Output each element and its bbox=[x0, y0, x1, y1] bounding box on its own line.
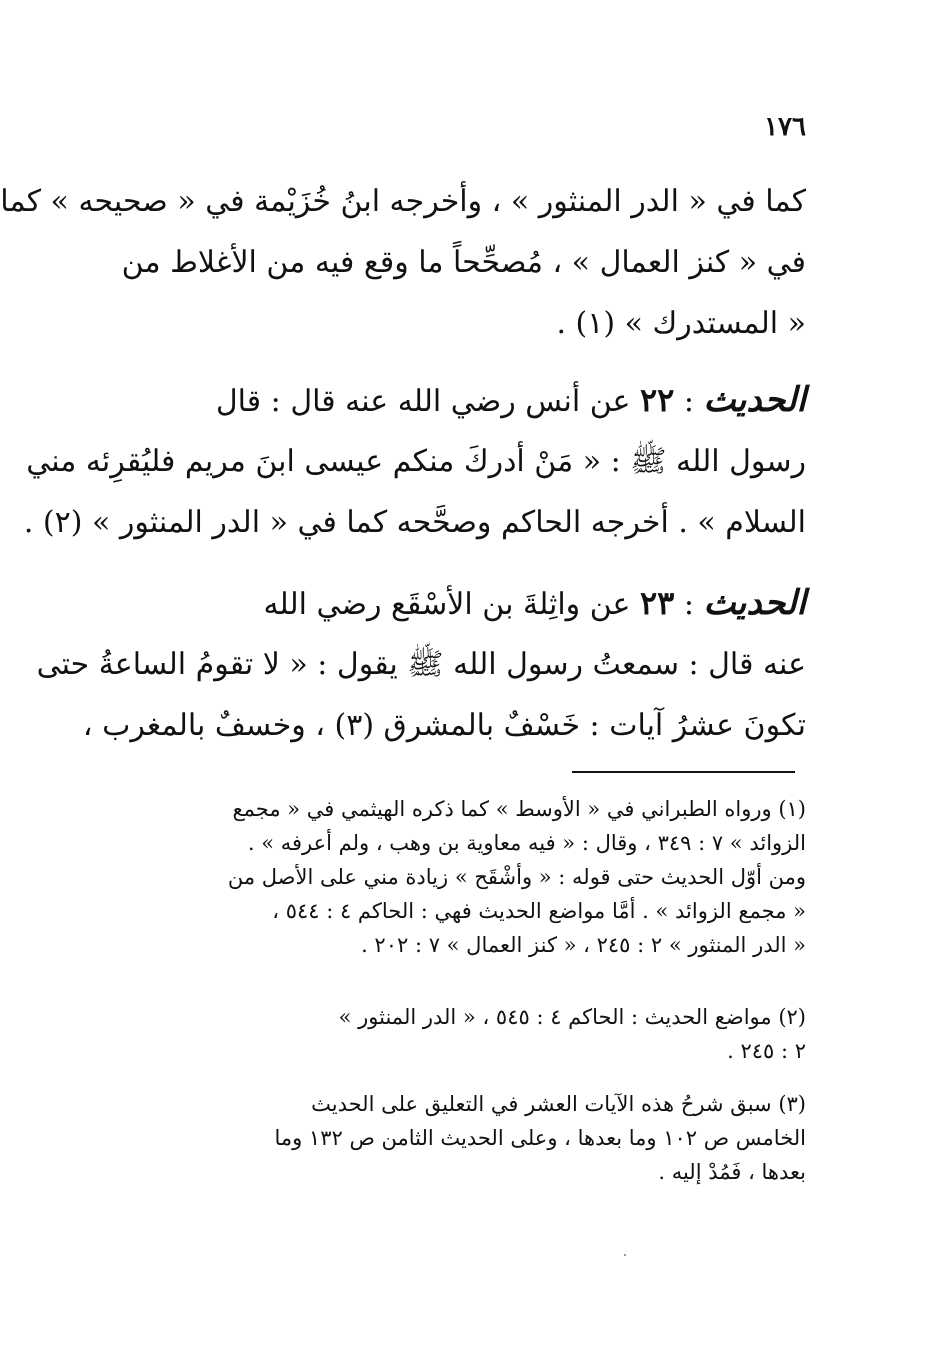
footnote-line: الخامس ص ١٠٢ وما بعدها ، وعلى الحديث الثامن ص ١٣٢ وما bbox=[274, 1126, 806, 1150]
hadith-head-text: عن أنس رضي الله عنه قال : قال bbox=[215, 384, 640, 419]
footnote-line: الزوائد » ٧ : ٣٤٩ ، وقال : « فيه معاوية بن وهب ، ولم أعرفه » . bbox=[247, 831, 806, 855]
text-line: رسول الله ﷺ : « مَنْ أدركَ منكم عيسى ابنَ مريم فليُقرِئه مني bbox=[26, 444, 806, 479]
hadith-label: الحديث bbox=[703, 380, 806, 420]
footnote-line: « مجمع الزوائد » . أمَّا مواضع الحديث فهي : الحاكم ٤ : ٥٤٤ ، bbox=[272, 899, 806, 923]
hadith-separator: : bbox=[674, 587, 704, 622]
footnote-line: بعدها ، فَمُدْ إليه . bbox=[658, 1160, 806, 1184]
hadith-heading bbox=[146, 573, 806, 634]
footnote-2 bbox=[146, 1000, 806, 1068]
hadith-separator: : bbox=[674, 384, 704, 419]
paragraph-intro bbox=[0, 171, 806, 354]
hadith-number: ٢٢ bbox=[639, 381, 675, 419]
text-line: في « كنز العمال » ، مُصحِّحاً ما وقع فيه من الأغلاط من bbox=[121, 245, 806, 280]
hadith-label: الحديث bbox=[703, 583, 806, 623]
footnote-line: « الدر المنثور » ٢ : ٢٤٥ ، « كنز العمال » ٧ : ٢٠٢ . bbox=[361, 933, 806, 957]
footnote-3 bbox=[146, 1087, 806, 1189]
hadith-number: ٢٣ bbox=[639, 584, 675, 622]
text-line: عنه قال : سمعتُ رسول الله ﷺ يقول : « لا تقومُ الساعةُ حتى bbox=[36, 647, 806, 682]
page-number: ١٧٦ bbox=[764, 112, 806, 142]
text-line: تكونَ عشرُ آيات : خَسْفٌ بالمشرق (٣) ، وخسفٌ بالمغرب ، bbox=[82, 708, 806, 743]
hadith-head-text: عن واثِلةَ بن الأسْقَع رضي الله bbox=[263, 587, 640, 622]
footnote-separator bbox=[572, 771, 795, 773]
footnote-line: (٢) مواضع الحديث : الحاكم ٤ : ٥٤٥ ، « الدر المنثور » bbox=[338, 1005, 806, 1029]
hadith-22 bbox=[23, 370, 806, 553]
scan-speck bbox=[624, 1254, 626, 1256]
text-line: « المستدرك » (١) . bbox=[556, 306, 806, 341]
hadith-23 bbox=[36, 573, 806, 756]
footnote-line: ومن أوّل الحديث حتى قوله : « وأشْقَح » زيادة مني على الأصل من bbox=[227, 865, 806, 889]
footnote-1 bbox=[146, 792, 806, 962]
hadith-heading bbox=[146, 370, 806, 431]
footnote-line: (٣) سبق شرحُ هذه الآيات العشر في التعليق على الحديث bbox=[311, 1092, 806, 1116]
footnote-line: (١) ورواه الطبراني في « الأوسط » كما ذكره الهيثمي في « مجمع bbox=[232, 797, 806, 821]
text-line: كما في « الدر المنثور » ، وأخرجه ابنُ خُزَيْمة في « صحيحه » كما bbox=[0, 184, 806, 219]
text-line: السلام » . أخرجه الحاكم وصحَّحه كما في « الدر المنثور » (٢) . bbox=[23, 505, 806, 540]
footnote-line: ٢ : ٢٤٥ . bbox=[727, 1039, 806, 1063]
